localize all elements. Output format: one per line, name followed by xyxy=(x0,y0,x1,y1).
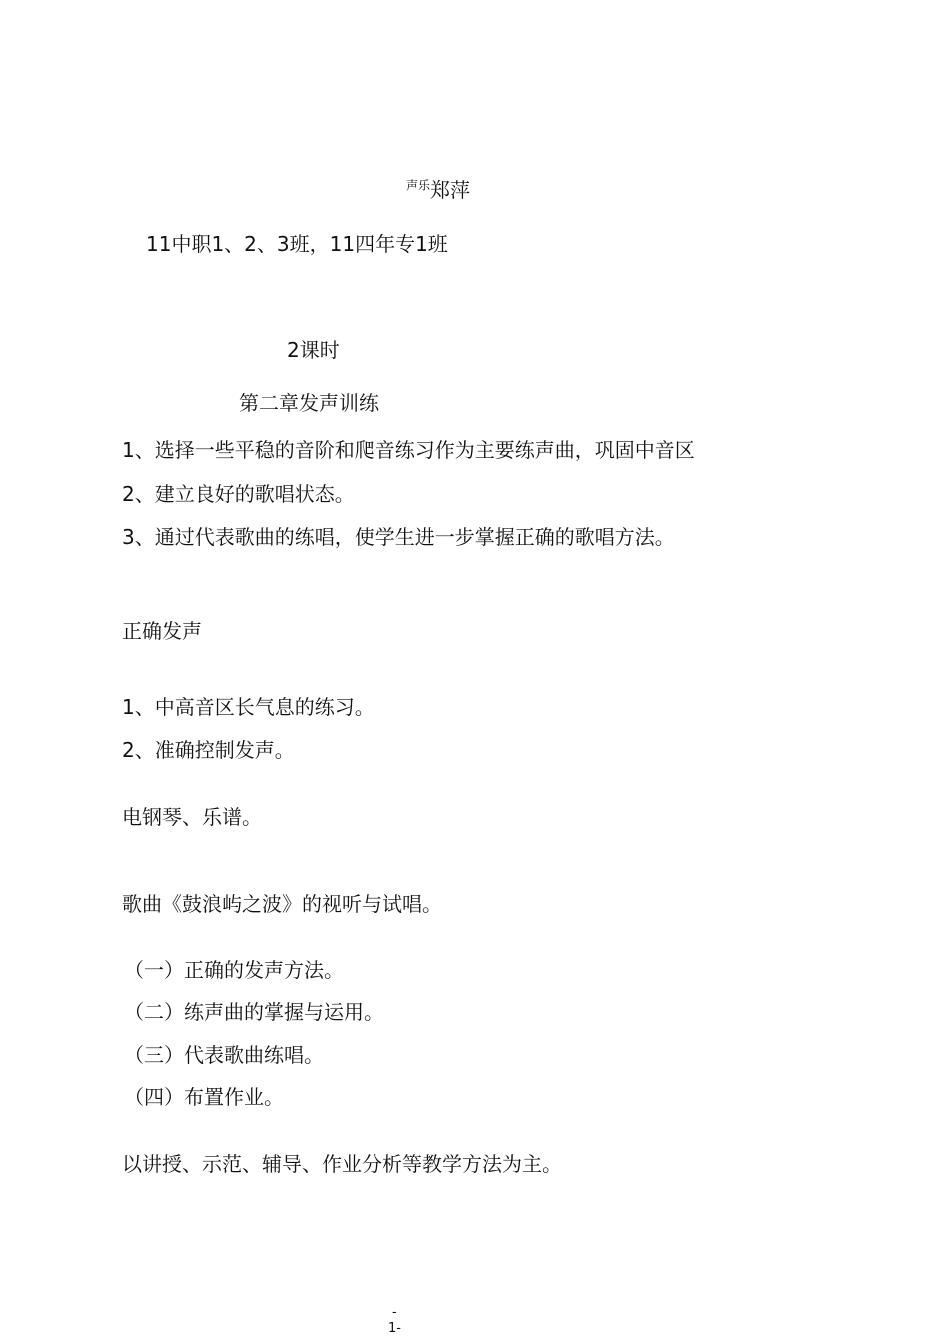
subject-label: 声乐 xyxy=(406,178,431,193)
objective-2: 2、建立良好的歌唱状态。 xyxy=(122,482,355,506)
step-2: （二）练声曲的掌握与运用。 xyxy=(124,1000,384,1024)
step-1: （一）正确的发声方法。 xyxy=(124,958,344,982)
objective-3: 3、通过代表歌曲的练唱，使学生进一步掌握正确的歌唱方法。 xyxy=(122,525,675,549)
classes-line: 11中职1、2、3班，11四年专1班 xyxy=(146,232,448,256)
difficulty-2: 2、准确控制发声。 xyxy=(122,738,295,762)
teaching-methods: 以讲授、示范、辅导、作业分析等教学方法为主。 xyxy=(122,1152,562,1176)
teaching-aids: 电钢琴、乐谱。 xyxy=(122,805,262,829)
hours-line: 2课时 xyxy=(287,338,340,362)
step-4: （四）布置作业。 xyxy=(124,1085,284,1109)
step-3: （三）代表歌曲练唱。 xyxy=(124,1043,324,1067)
difficulty-1: 1、中高音区长气息的练习。 xyxy=(122,695,375,719)
objective-1: 1、选择一些平稳的音阶和爬音练习作为主要练声曲，巩固中音区 xyxy=(122,438,695,462)
subject-teacher-line xyxy=(406,178,470,202)
chapter-title: 第二章发声训练 xyxy=(239,391,379,415)
teacher-name: 郑萍 xyxy=(430,178,471,202)
key-point: 正确发声 xyxy=(122,619,202,643)
page-number: 1- xyxy=(388,1321,401,1336)
footer-dash: - xyxy=(392,1305,397,1320)
introduction: 歌曲《鼓浪屿之波》的视听与试唱。 xyxy=(122,892,442,916)
